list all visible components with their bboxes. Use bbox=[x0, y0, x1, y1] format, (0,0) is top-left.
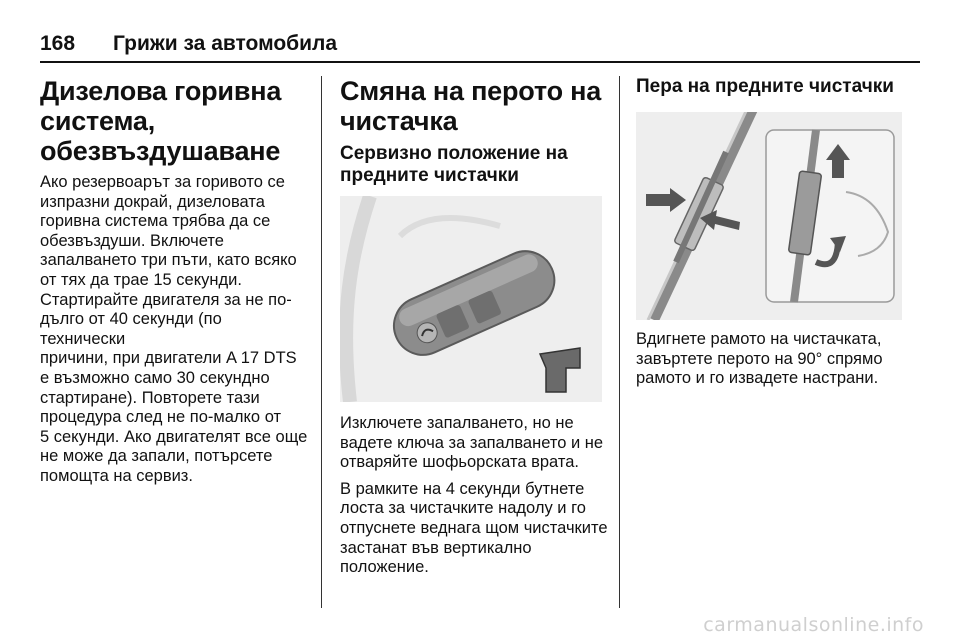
heading-line: система, bbox=[40, 106, 156, 136]
caption-paragraph bbox=[340, 480, 608, 578]
wiper-blade-drawing bbox=[636, 112, 902, 320]
header-rule bbox=[40, 61, 920, 63]
diesel-paragraph bbox=[40, 173, 308, 487]
text-line: В рамките на 4 секунди бутнете bbox=[340, 479, 585, 498]
section-heading-front-blades: Пера на предните чистачки bbox=[636, 76, 894, 97]
text-line: Ако резервоарът за горивото се bbox=[40, 173, 285, 191]
text-line: от тях да трае 15 секунди. bbox=[40, 270, 242, 289]
caption-paragraph bbox=[340, 414, 608, 473]
text-line: Стартирайте двигателя за не по- bbox=[40, 290, 292, 309]
text-line: стартиране). Повторете тази bbox=[40, 388, 260, 407]
running-title: Грижи за автомобила bbox=[113, 32, 338, 55]
section-heading-wiper bbox=[340, 76, 606, 136]
heading-line: Сервизно положение на bbox=[340, 143, 568, 164]
text-line: Изключете запалването, но не bbox=[340, 414, 574, 432]
wiper-blade-illustration bbox=[636, 112, 902, 320]
heading-line: чистачка bbox=[340, 106, 458, 136]
column-front-blades bbox=[636, 76, 906, 98]
section-heading-diesel bbox=[40, 76, 308, 166]
text-line: рамото и го извадете настрани. bbox=[636, 369, 879, 388]
caption-paragraph bbox=[636, 330, 906, 389]
heading-line: Смяна на перото на bbox=[340, 76, 602, 106]
column-diesel-bleeding bbox=[40, 76, 308, 494]
text-line: лоста за чистачките надолу и го bbox=[340, 499, 586, 518]
text-line: горивна система трябва да се bbox=[40, 212, 271, 231]
text-line: не може да запали, потърсете bbox=[40, 447, 273, 466]
text-line: помощта на сервиз. bbox=[40, 466, 193, 485]
text-line: вадете ключа за запалването и не bbox=[340, 433, 604, 452]
wiper-stalk-drawing bbox=[340, 196, 602, 402]
text-line: 5 секунди. Ако двигателят все още bbox=[40, 427, 308, 446]
heading-line: предните чистачки bbox=[340, 165, 519, 186]
text-line: причини, при двигатели A 17 DTS bbox=[40, 349, 297, 368]
page-number: 168 bbox=[40, 32, 76, 55]
wiper-service-text bbox=[340, 414, 608, 585]
wiper-blade-caption bbox=[636, 330, 906, 396]
subheading-service-position bbox=[340, 143, 606, 187]
text-line: изпразни докрай, дизеловата bbox=[40, 192, 265, 211]
text-line: е възможно само 30 секундно bbox=[40, 368, 270, 387]
column-divider bbox=[321, 76, 322, 608]
text-line: отпуснете веднага щом чистачките bbox=[340, 518, 608, 537]
wiper-stalk-illustration bbox=[340, 196, 602, 402]
text-line: положение. bbox=[340, 558, 429, 577]
column-wiper-replacement bbox=[340, 76, 606, 191]
watermark: carmanualsonline.info bbox=[703, 614, 924, 636]
text-line: обезвъздуши. Включете bbox=[40, 231, 224, 250]
text-line: отваряйте шофьорската врата. bbox=[340, 453, 580, 472]
text-line: Вдигнете рамото на чистачката, bbox=[636, 330, 882, 348]
heading-line: обезвъздушаване bbox=[40, 136, 281, 166]
text-line: запалването три пъти, като всяко bbox=[40, 251, 297, 270]
text-line: завъртете перото на 90° спрямо bbox=[636, 349, 883, 368]
page-header bbox=[40, 16, 337, 56]
text-line: дълго от 40 секунди (по технически bbox=[40, 310, 222, 348]
text-line: застанат във вертикално bbox=[340, 538, 532, 557]
column-divider bbox=[619, 76, 620, 608]
text-line: процедура след не по-малко от bbox=[40, 408, 282, 427]
heading-line: Дизелова горивна bbox=[40, 76, 282, 106]
